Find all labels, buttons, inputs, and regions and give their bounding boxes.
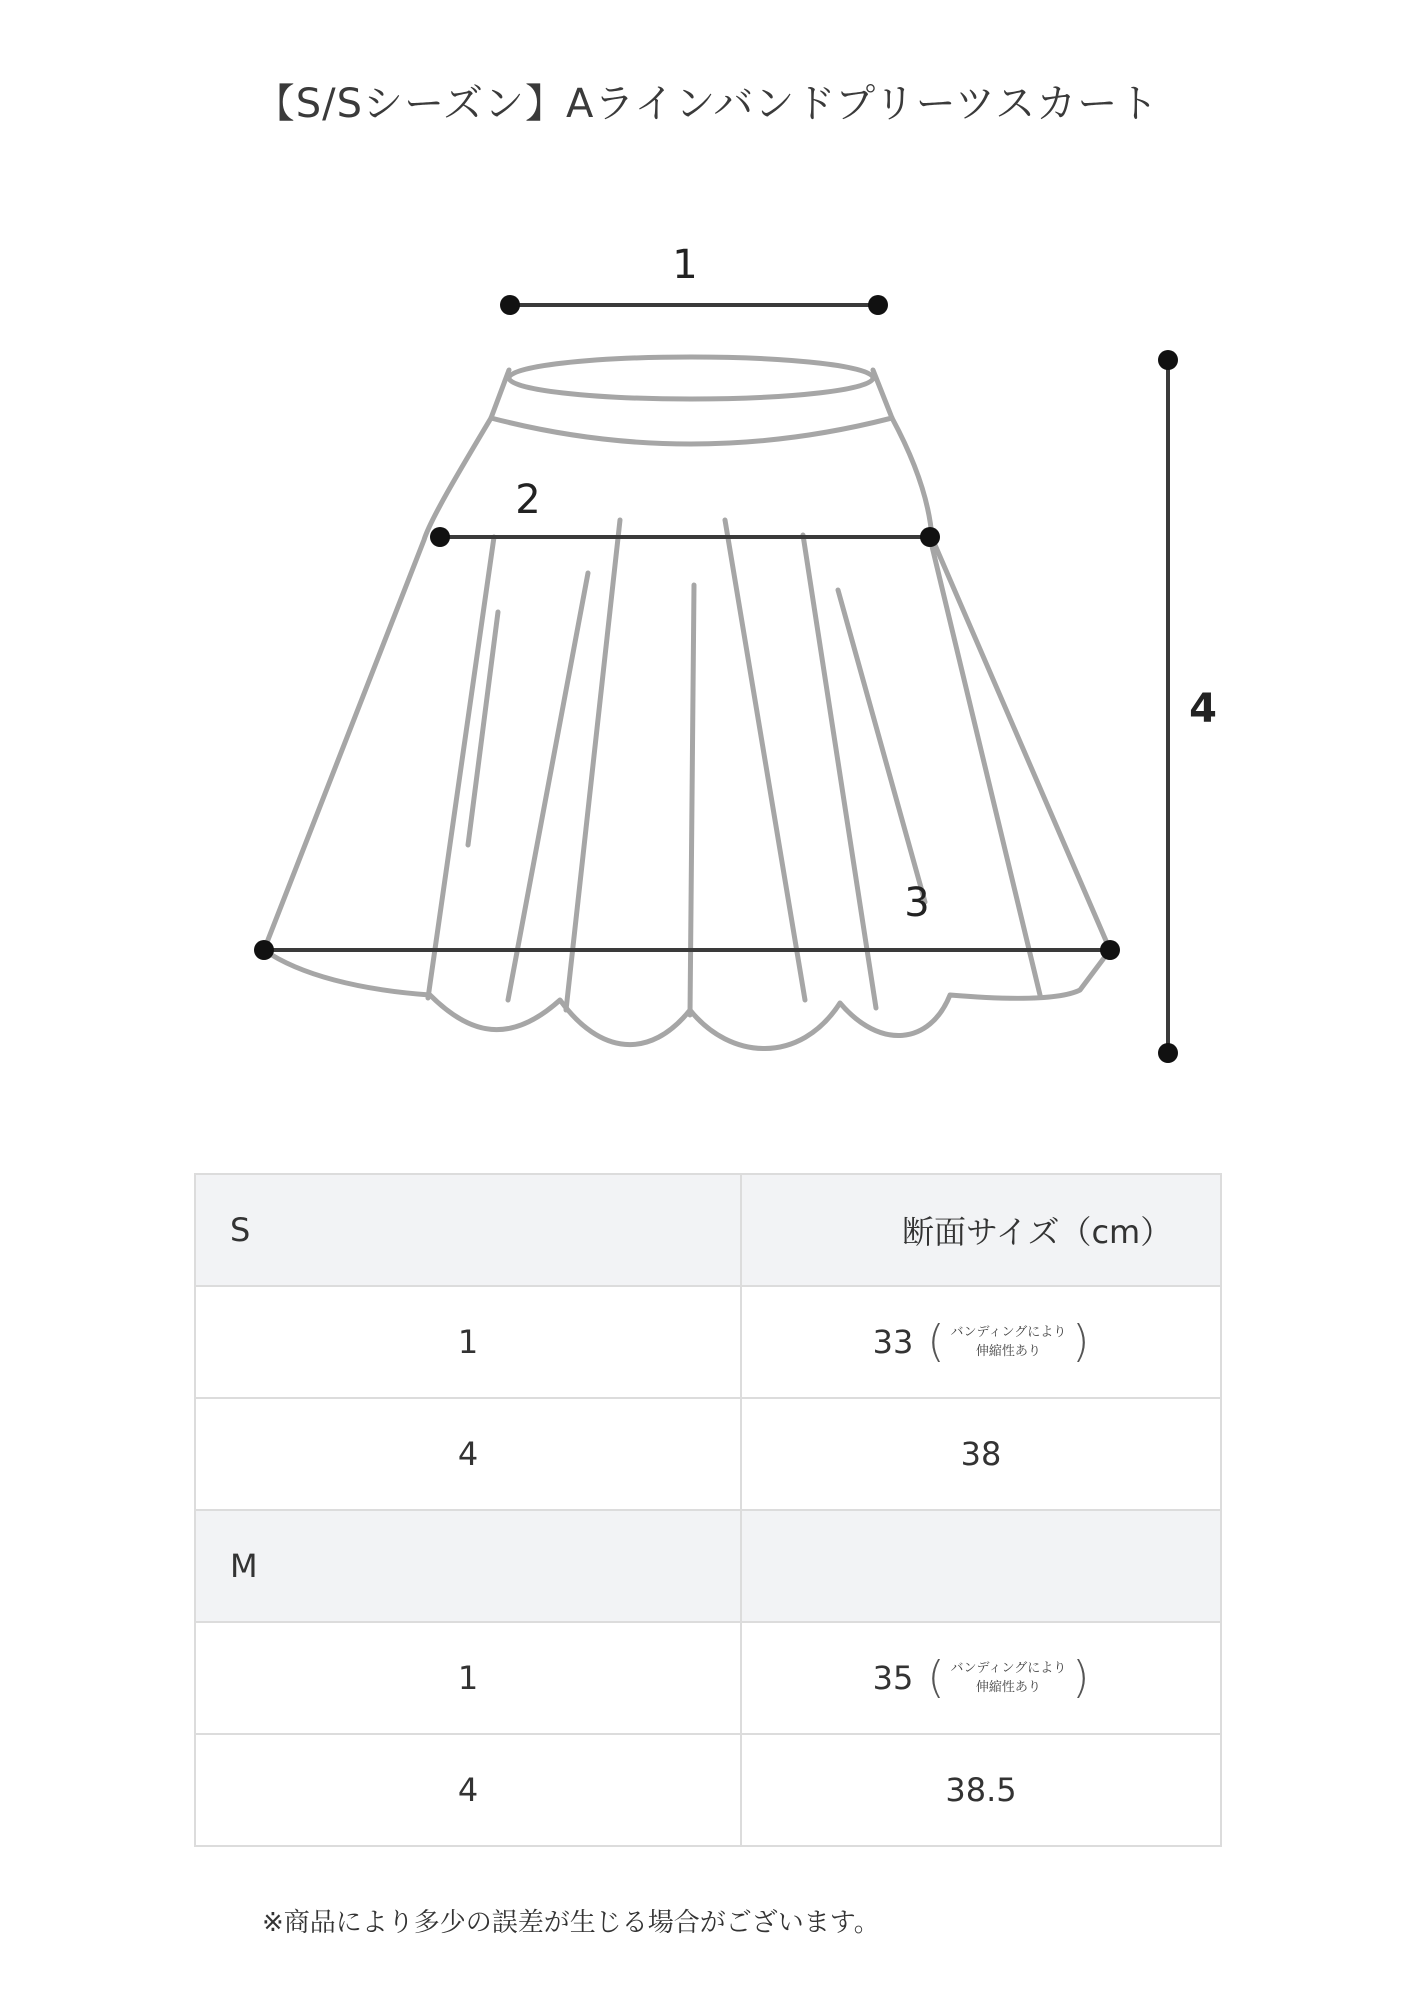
measure-label-1: 1 (672, 242, 698, 288)
measure-dot (1100, 940, 1120, 960)
value-cell (741, 1286, 1221, 1398)
pleat-line (803, 535, 876, 1008)
size-table (194, 1173, 1222, 1847)
measure-dot (920, 527, 940, 547)
point-cell: 4 (195, 1398, 741, 1510)
measure-dot (430, 527, 450, 547)
column-header: 断面サイズ（cm） (741, 1174, 1221, 1286)
note: ( バンディングにより 伸縮性あり ) (927, 1316, 1090, 1367)
waistband-bottom (491, 418, 892, 444)
value-text: 35 (872, 1659, 914, 1697)
page-title: 【S/Sシーズン】Aラインバンドプリーツスカート (254, 81, 1160, 127)
size-label: S (195, 1174, 741, 1286)
measure-label-4: 4 (1189, 686, 1217, 732)
skirt-right-side (892, 418, 1110, 950)
point-cell: 1 (195, 1286, 741, 1398)
value-text: 33 (872, 1323, 914, 1361)
table-row (195, 1286, 1221, 1398)
measure-dot (1158, 1043, 1178, 1063)
point-cell: 1 (195, 1622, 741, 1734)
note-line: バンディングにより (950, 1325, 1067, 1340)
pleat-line (930, 538, 1040, 995)
value-cell (741, 1622, 1221, 1734)
footnote: ※商品により多少の誤差が生じる場合がございます。 (262, 1908, 880, 1938)
note-line: 伸縮性あり (975, 1680, 1041, 1695)
table-row (195, 1622, 1221, 1734)
size-label: M (195, 1510, 741, 1622)
note-line: バンディングにより (950, 1661, 1067, 1676)
waistband-left-side (491, 370, 509, 418)
pleat-line (468, 612, 498, 845)
note-line: 伸縮性あり (975, 1344, 1041, 1359)
value-cell: 38 (741, 1398, 1221, 1510)
table-row (195, 1510, 1221, 1622)
waistband-right-side (873, 370, 892, 418)
table-row (195, 1398, 1221, 1510)
measure-label-2: 2 (515, 477, 541, 523)
pleat-line (428, 537, 494, 998)
measure-dot (868, 295, 888, 315)
measure-label-3: 3 (904, 880, 930, 926)
empty-header-cell (741, 1510, 1221, 1622)
value-cell: 38.5 (741, 1734, 1221, 1846)
measure-dot (1158, 350, 1178, 370)
pleat-line (566, 520, 620, 1010)
skirt-left-side (264, 418, 491, 950)
measure-dot (500, 295, 520, 315)
skirt-hem (264, 950, 1110, 1049)
measure-dot (254, 940, 274, 960)
table-row (195, 1734, 1221, 1846)
note: ( バンディングにより 伸縮性あり ) (927, 1652, 1090, 1703)
waistband-top (509, 357, 873, 399)
point-cell: 4 (195, 1734, 741, 1846)
table-row (195, 1174, 1221, 1286)
pleat-line (725, 520, 805, 1000)
